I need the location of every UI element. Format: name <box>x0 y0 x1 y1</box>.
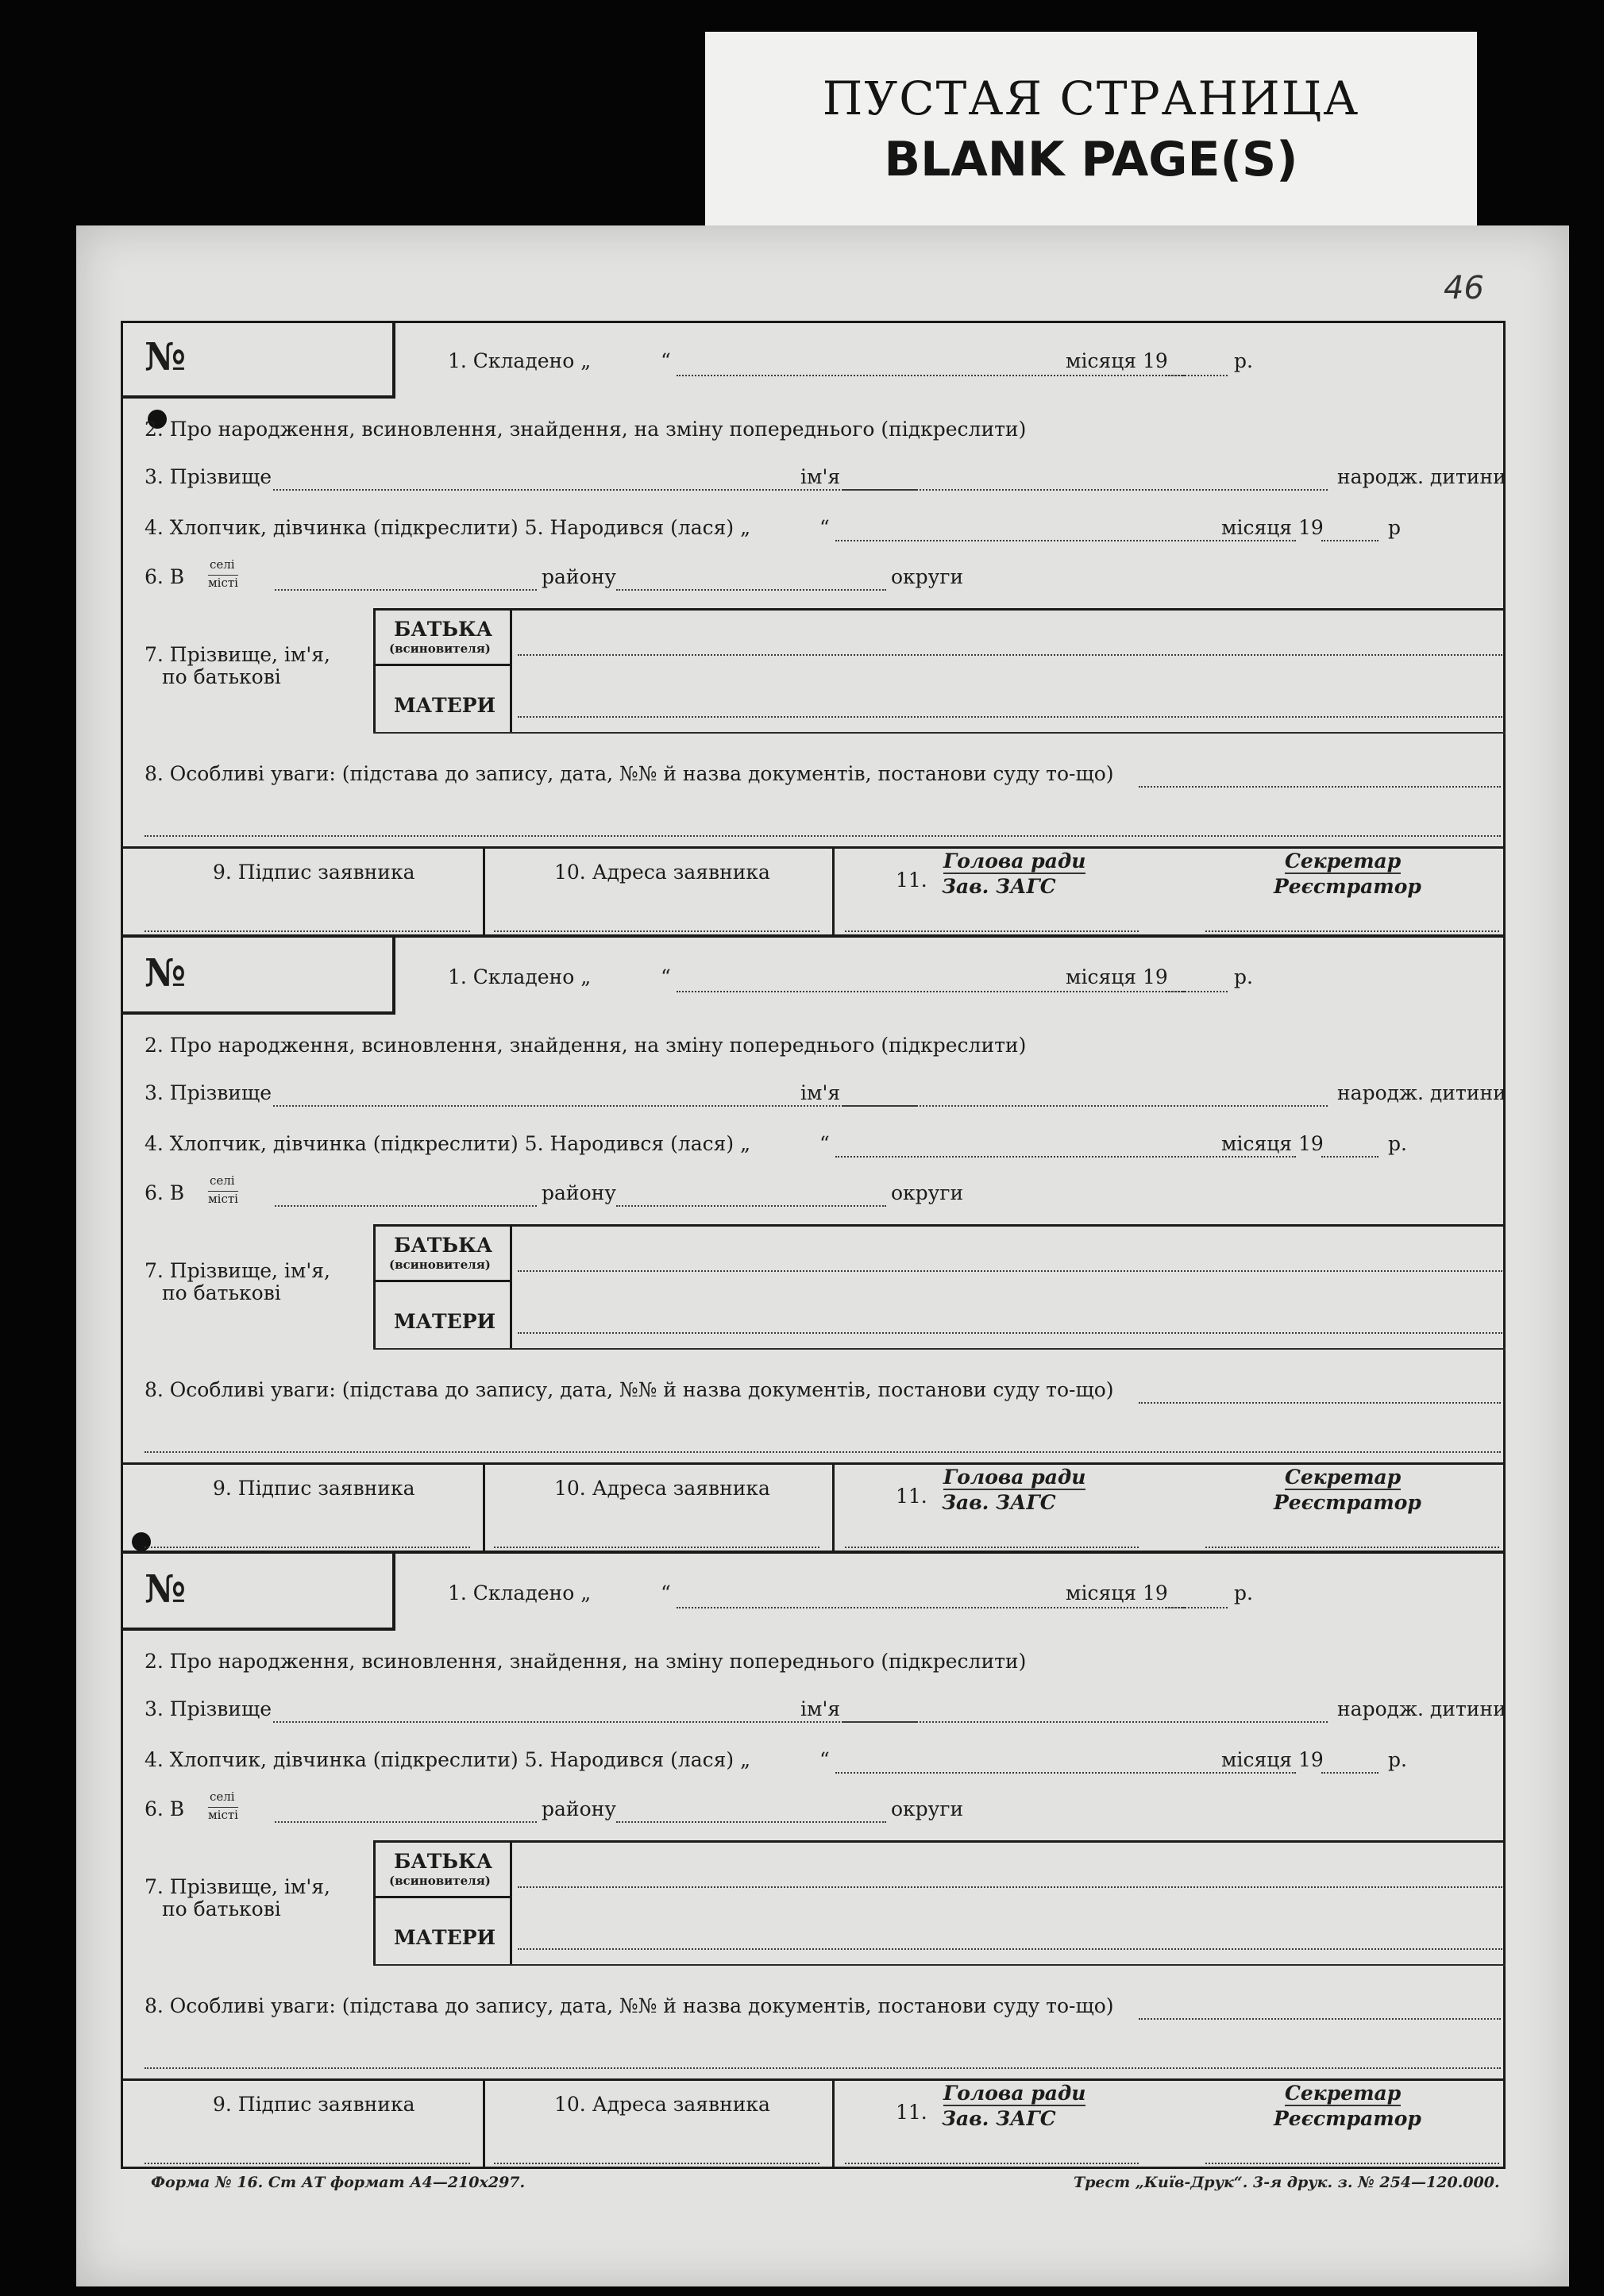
field-1-year-suffix: р. <box>1234 1581 1253 1605</box>
field-5-open-quote: “ <box>819 1748 830 1771</box>
field-5-date-line[interactable] <box>835 1156 1296 1158</box>
applicant-address-line[interactable] <box>494 1547 819 1548</box>
field-7-label-line1: 7. Прізвище, ім'я, <box>145 1259 330 1282</box>
section-9-divider-2 <box>832 2078 835 2169</box>
field-3-surname-label: 3. Прізвище <box>145 465 272 488</box>
field-4-5-label: 4. Хлопчик, дівчинка (підкреслити) 5. Народився (лася) „ <box>145 1748 751 1771</box>
field-1-month-label: місяця 19 <box>1066 965 1168 988</box>
registry-head-label: Зав. ЗАГС <box>942 2107 1056 2130</box>
field-6-town-label: місті <box>208 1192 238 1206</box>
field-6-district-line[interactable] <box>616 1205 886 1207</box>
field-11-label: 11. <box>896 2101 927 2124</box>
field-10-label: 10. Адреса заявника <box>554 861 770 884</box>
field-1-year-line[interactable] <box>1166 1607 1228 1608</box>
head-signature-line[interactable] <box>845 1547 1139 1548</box>
registry-head-label: Зав. ЗАГС <box>942 1491 1056 1514</box>
field-5-month-label: місяця 19 <box>1221 516 1324 539</box>
section-9-divider-2 <box>832 1462 835 1553</box>
field-3-surname-label: 3. Прізвище <box>145 1081 272 1104</box>
section-7-top-rule <box>373 608 1506 611</box>
field-8-line-1[interactable] <box>1139 1402 1501 1404</box>
field-6-place-line[interactable] <box>275 589 537 591</box>
blank-page-label-en: BLANK PAGE(S) <box>884 132 1298 187</box>
field-3-surname-line[interactable] <box>273 1721 916 1723</box>
field-3-name-label: ім'я <box>800 1081 841 1104</box>
field-5-month-label: місяця 19 <box>1221 1748 1324 1771</box>
field-9-label: 9. Підпис заявника <box>213 1477 415 1500</box>
section-7-divider-right <box>510 608 512 732</box>
field-6-village-label: селі <box>210 1789 235 1804</box>
field-1-year-suffix: р. <box>1234 965 1253 988</box>
field-8-line-2[interactable] <box>145 2067 1501 2069</box>
field-3-surname-line[interactable] <box>273 1105 916 1107</box>
field-2-label: 2. Про народження, всиновлення, знайдення, на зміну попереднього (підкреслити) <box>145 418 1027 441</box>
father-name-line[interactable] <box>518 1886 1502 1888</box>
field-8-label: 8. Особливі уваги: (підстава до запису, дата, №№ й назва документів, постанови суду то-що) <box>145 762 1114 785</box>
section-7-mid-rule <box>373 664 510 666</box>
secretary-label: Секретар <box>1285 849 1402 873</box>
council-head-label: Голова ради <box>943 849 1086 873</box>
field-4-5-label: 4. Хлопчик, дівчинка (підкреслити) 5. Народився (лася) „ <box>145 516 751 539</box>
number-sign: № <box>145 951 187 996</box>
field-1-open-quote: “ <box>661 1581 671 1605</box>
section-9-top-rule <box>121 1462 1506 1465</box>
field-8-label: 8. Особливі уваги: (підстава до запису, дата, №№ й назва документів, постанови суду то-що) <box>145 1378 1114 1401</box>
adopter-label: (всиновителя) <box>389 641 491 656</box>
section-9-divider-1 <box>483 2078 485 2169</box>
field-1-year-line[interactable] <box>1166 991 1228 992</box>
section-9-top-rule <box>121 846 1506 849</box>
field-3-name-line[interactable] <box>843 489 1328 491</box>
father-label: БАТЬКА <box>394 618 493 641</box>
field-3-name-label: ім'я <box>800 1697 841 1720</box>
father-label: БАТЬКА <box>394 1234 493 1257</box>
field-6-label: 6. В <box>145 1181 185 1204</box>
applicant-signature-line[interactable] <box>145 2163 470 2164</box>
field-1-label: 1. Складено „ <box>448 1581 592 1605</box>
field-6-town-label: місті <box>208 576 238 590</box>
secretary-label: Секретар <box>1285 1466 1402 1489</box>
form-footer-left: Форма № 16. Ст АТ формат А4—210х297. <box>151 2174 526 2191</box>
field-1-year-line[interactable] <box>1166 375 1228 376</box>
field-1-open-quote: “ <box>661 965 671 988</box>
field-10-label: 10. Адреса заявника <box>554 2093 770 2116</box>
field-6-district-line[interactable] <box>616 589 886 591</box>
field-6-region-label: округи <box>891 1181 964 1204</box>
field-1-date-line[interactable] <box>677 375 1185 376</box>
field-5-date-line[interactable] <box>835 540 1296 541</box>
field-7-label-line2: по батькові <box>162 665 281 688</box>
field-8-line-2[interactable] <box>145 835 1501 837</box>
record-number-box <box>121 1553 395 1631</box>
secretary-label: Секретар <box>1285 2082 1402 2105</box>
field-3-surname-label: 3. Прізвище <box>145 1697 272 1720</box>
field-5-month-label: місяця 19 <box>1221 1132 1324 1155</box>
field-7-label-line2: по батькові <box>162 1281 281 1304</box>
field-3-child-label: народж. дитини <box>1337 1081 1506 1104</box>
registrar-label: Реєстратор <box>1274 875 1421 898</box>
mother-label: МАТЕРИ <box>394 1926 496 1949</box>
field-1-year-suffix: р. <box>1234 349 1253 372</box>
record-number-box <box>121 321 395 399</box>
section-9-top-rule <box>121 2078 1506 2081</box>
number-sign: № <box>145 335 187 379</box>
head-signature-line[interactable] <box>845 930 1139 932</box>
council-head-label: Голова ради <box>943 2082 1086 2105</box>
mother-name-line[interactable] <box>518 1948 1502 1950</box>
field-6-region-label: округи <box>891 1797 964 1820</box>
field-1-open-quote: “ <box>661 349 671 372</box>
field-6-town-label: місті <box>208 1808 238 1822</box>
mother-name-line[interactable] <box>518 1332 1502 1334</box>
section-7-top-rule <box>373 1224 1506 1227</box>
field-6-label: 6. В <box>145 1797 185 1820</box>
mother-name-line[interactable] <box>518 716 1502 718</box>
applicant-address-line[interactable] <box>494 2163 819 2164</box>
council-head-label: Голова ради <box>943 1466 1086 1489</box>
registrar-label: Реєстратор <box>1274 1491 1421 1514</box>
field-5-year-line[interactable] <box>1321 1156 1378 1158</box>
field-1-month-label: місяця 19 <box>1066 349 1168 372</box>
field-9-label: 9. Підпис заявника <box>213 2093 415 2116</box>
field-6-district-label: району <box>542 1797 616 1820</box>
adopter-label: (всиновителя) <box>389 1258 491 1272</box>
number-sign: № <box>145 1567 187 1612</box>
field-8-line-1[interactable] <box>1139 786 1501 788</box>
section-7-divider-left <box>373 1840 376 1964</box>
field-5-year-line[interactable] <box>1321 1772 1378 1774</box>
section-7-divider-right <box>510 1840 512 1964</box>
head-signature-line[interactable] <box>845 2163 1139 2164</box>
page-number: 46 <box>1444 270 1484 306</box>
field-6-district-label: району <box>542 1181 616 1204</box>
field-2-label: 2. Про народження, всиновлення, знайдення, на зміну попереднього (підкреслити) <box>145 1034 1027 1057</box>
field-5-year-suffix: р <box>1388 516 1402 539</box>
field-6-village-label: селі <box>210 557 235 572</box>
field-3-child-label: народж. дитини <box>1337 1697 1506 1720</box>
field-8-label: 8. Особливі уваги: (підстава до запису, дата, №№ й назва документів, постанови суду то-що) <box>145 1994 1114 2017</box>
mother-label: МАТЕРИ <box>394 1310 496 1333</box>
field-6-place-line[interactable] <box>275 1205 537 1207</box>
field-4-5-label: 4. Хлопчик, дівчинка (підкреслити) 5. Народився (лася) „ <box>145 1132 751 1155</box>
field-3-name-line[interactable] <box>843 1105 1328 1107</box>
field-5-year-suffix: р. <box>1388 1132 1407 1155</box>
form-footer-right: Трест „Київ-Друк“. 3-я друк. з. № 254—120.000. <box>1074 2174 1500 2191</box>
field-5-open-quote: “ <box>819 1132 830 1155</box>
field-5-open-quote: “ <box>819 516 830 539</box>
field-9-label: 9. Підпис заявника <box>213 861 415 884</box>
father-name-line[interactable] <box>518 1270 1502 1272</box>
section-9-divider-1 <box>483 846 485 937</box>
field-5-year-line[interactable] <box>1321 540 1378 541</box>
field-10-label: 10. Адреса заявника <box>554 1477 770 1500</box>
section-7-mid-rule <box>373 1896 510 1898</box>
record-block <box>121 1553 1506 2169</box>
field-7-label-line2: по батькові <box>162 1897 281 1920</box>
field-7-label-line1: 7. Прізвище, ім'я, <box>145 1875 330 1898</box>
father-name-line[interactable] <box>518 654 1502 656</box>
registry-head-label: Зав. ЗАГС <box>942 875 1056 898</box>
registrar-signature-line[interactable] <box>1205 1547 1499 1548</box>
field-1-date-line[interactable] <box>677 1607 1185 1608</box>
section-9-divider-1 <box>483 1462 485 1553</box>
record-block <box>121 937 1506 1553</box>
section-7-divider-right <box>510 1224 512 1348</box>
field-11-label: 11. <box>896 869 927 892</box>
field-5-date-line[interactable] <box>835 1772 1296 1774</box>
record-number-box <box>121 937 395 1015</box>
field-6-district-line[interactable] <box>616 1821 886 1823</box>
section-7-mid-rule <box>373 1280 510 1282</box>
adopter-label: (всиновителя) <box>389 1874 491 1888</box>
field-8-line-2[interactable] <box>145 1451 1501 1453</box>
registrar-label: Реєстратор <box>1274 2107 1421 2130</box>
field-6-region-label: округи <box>891 565 964 588</box>
father-label: БАТЬКА <box>394 1850 493 1873</box>
registrar-signature-line[interactable] <box>1205 930 1499 932</box>
section-7-bottom-rule <box>373 732 1506 734</box>
blank-page-label <box>705 32 1477 229</box>
field-2-label: 2. Про народження, всиновлення, знайдення, на зміну попереднього (підкреслити) <box>145 1650 1027 1673</box>
field-11-label: 11. <box>896 1485 927 1508</box>
applicant-address-line[interactable] <box>494 930 819 932</box>
field-1-month-label: місяця 19 <box>1066 1581 1168 1605</box>
field-3-child-label: народж. дитини <box>1337 465 1506 488</box>
registrar-signature-line[interactable] <box>1205 2163 1499 2164</box>
section-9-divider-2 <box>832 846 835 937</box>
field-8-line-1[interactable] <box>1139 2018 1501 2020</box>
field-1-label: 1. Складено „ <box>448 349 592 372</box>
field-7-label-line1: 7. Прізвище, ім'я, <box>145 643 330 666</box>
field-1-date-line[interactable] <box>677 991 1185 992</box>
section-7-bottom-rule <box>373 1964 1506 1966</box>
blank-page-label-ru: ПУСТАЯ СТРАНИЦА <box>822 71 1360 125</box>
section-7-top-rule <box>373 1840 1506 1843</box>
section-7-divider-left <box>373 608 376 732</box>
field-3-surname-line[interactable] <box>273 489 916 491</box>
applicant-signature-line[interactable] <box>145 930 470 932</box>
field-3-name-label: ім'я <box>800 465 841 488</box>
mother-label: МАТЕРИ <box>394 694 496 717</box>
field-6-label: 6. В <box>145 565 185 588</box>
field-6-district-label: району <box>542 565 616 588</box>
field-5-year-suffix: р. <box>1388 1748 1407 1771</box>
applicant-signature-line[interactable] <box>145 1547 470 1548</box>
record-block <box>121 321 1506 937</box>
section-7-divider-left <box>373 1224 376 1348</box>
field-1-label: 1. Складено „ <box>448 965 592 988</box>
section-7-bottom-rule <box>373 1348 1506 1350</box>
field-6-village-label: селі <box>210 1173 235 1188</box>
field-3-name-line[interactable] <box>843 1721 1328 1723</box>
field-6-place-line[interactable] <box>275 1821 537 1823</box>
